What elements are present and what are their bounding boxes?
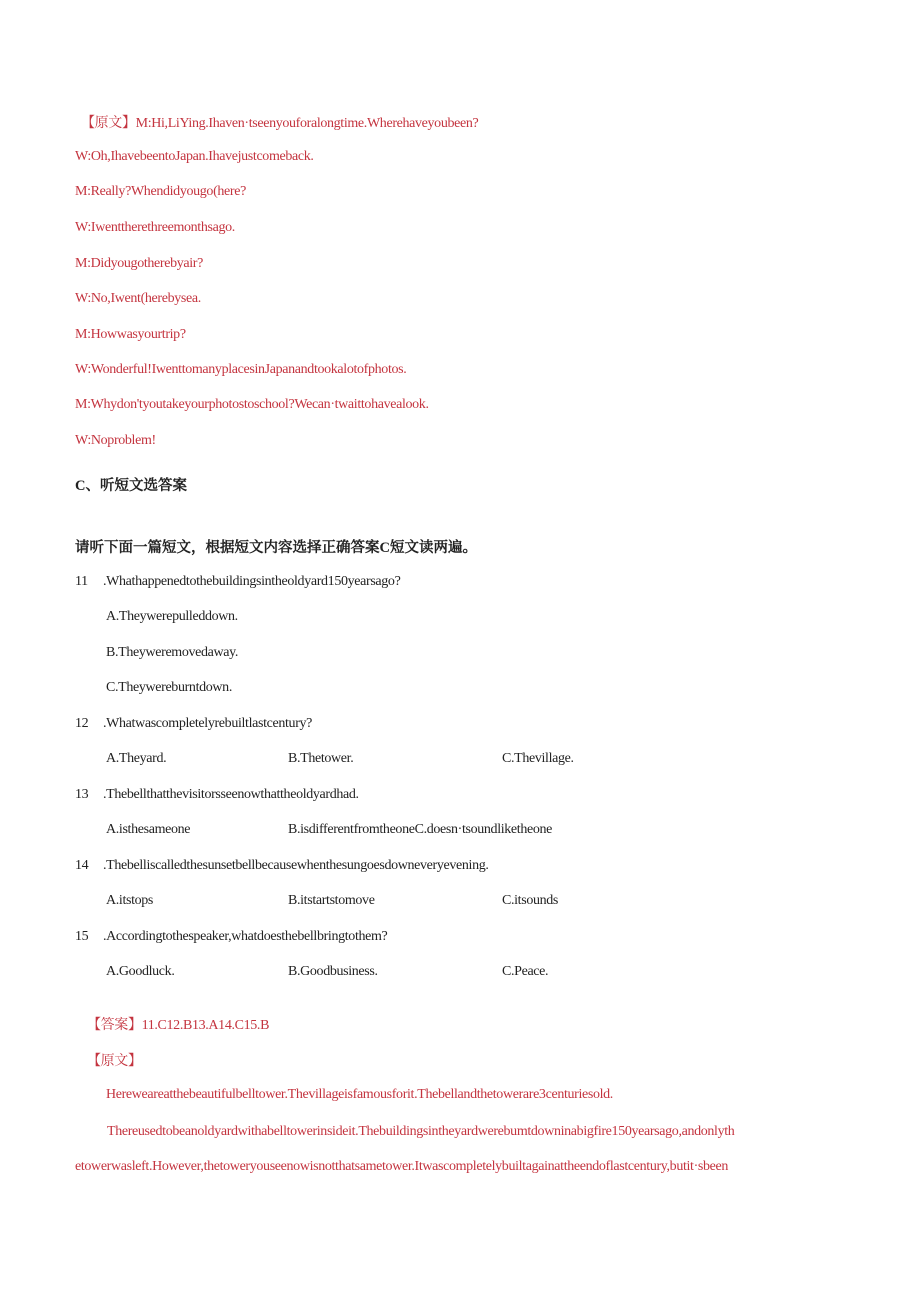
dialogue-line-10: W:Noproblem! (75, 433, 156, 448)
passage-line-1: Hereweareatthebeautifulbelltower.Thevillageisfamousforit.Thebellandthetowerare3centuriesold. (106, 1087, 613, 1102)
option-14-c: C.itsounds (502, 893, 559, 908)
dialogue-line-2: W:Oh,IhavebeentoJapan.Ihavejustcomeback. (75, 149, 314, 164)
dialogue-line-3: M:Really?Whendidyougo(here? (75, 184, 246, 199)
option-11-c: C.Theywereburntdown. (106, 680, 232, 695)
question-11: 11 .Whathappenedtothebuildingsintheoldyard150yearsago? (75, 574, 401, 589)
passage-line-2: Thereusedtobeanoldyardwithabelltowerinsideit.Thebuildingsintheyardwerebumtdowninabigfire150yearsago,andonlyth (107, 1124, 735, 1139)
dialogue-line-8: W:Wonderful!IwenttomanyplacesinJapanandtookalotofphotos. (75, 362, 407, 377)
answer-line: 【答案】11.C12.B13.A14.C15.B (87, 1018, 270, 1033)
question-14: 14 .Thebelliscalledthesunsetbellbecausewhenthesungoesdowneveryevening. (75, 858, 489, 873)
option-11-a: A.Theywerepulleddown. (106, 609, 238, 624)
option-15-a: A.Goodluck. (106, 964, 175, 979)
passage-tag: 【原文】 (87, 1054, 142, 1069)
question-13: 13 .Thebellthatthevisitorsseenowthattheoldyardhad. (75, 787, 359, 802)
dialogue-line-9: M:Whydon'tyoutakeyourphotostoschool?Wecan·twaittohavealook. (75, 397, 429, 412)
option-15-c: C.Peace. (502, 964, 549, 979)
option-12-a: A.Theyard. (106, 751, 167, 766)
option-11-b: B.Theyweremovedaway. (106, 645, 239, 660)
dialogue-line-5: M:Didyougotherebyair? (75, 256, 203, 271)
dialogue-line-1: 【原文】M:Hi,LiYing.Ihaven·tseenyouforalongtime.Wherehaveyoubeen? (81, 116, 479, 131)
option-12-b: B.Thetower. (288, 751, 354, 766)
dialogue-line-6: W:No,Iwent(herebysea. (75, 291, 201, 306)
option-13-bc: B.isdifferentfromtheoneC.doesn·tsoundliketheone (288, 822, 553, 837)
option-13-a: A.isthesameone (106, 822, 191, 837)
option-15-b: B.Goodbusiness. (288, 964, 378, 979)
section-title: C、听短文选答案 (75, 478, 187, 494)
passage-tag-line (87, 1050, 142, 1070)
answer-tag: 【答案】 (87, 1018, 142, 1033)
option-14-a: A.itstops (106, 893, 154, 908)
dialogue-line-7: M:Howwasyourtrip? (75, 327, 186, 342)
option-12-c: C.Thevillage. (502, 751, 574, 766)
question-12: 12 .Whatwascompletelyrebuiltlastcentury? (75, 716, 313, 731)
option-14-b: B.itstartstomove (288, 893, 375, 908)
passage-line-3: etowerwasleft.However,thetoweryouseenowisnotthatsametower.Itwascompletelybuiltagainattheendoflastcentury,butit·sbeen (75, 1159, 729, 1174)
section-instruction: 请听下面一篇短文，根据短文内容选择正确答案C短文读两遍。 (75, 540, 477, 556)
question-15: 15 .Accordingtothespeaker,whatdoesthebellbringtothem? (75, 929, 388, 944)
transcript-tag: 【原文】 (81, 116, 136, 131)
dialogue-line-4: W:Iwenttherethreemonthsago. (75, 220, 235, 235)
